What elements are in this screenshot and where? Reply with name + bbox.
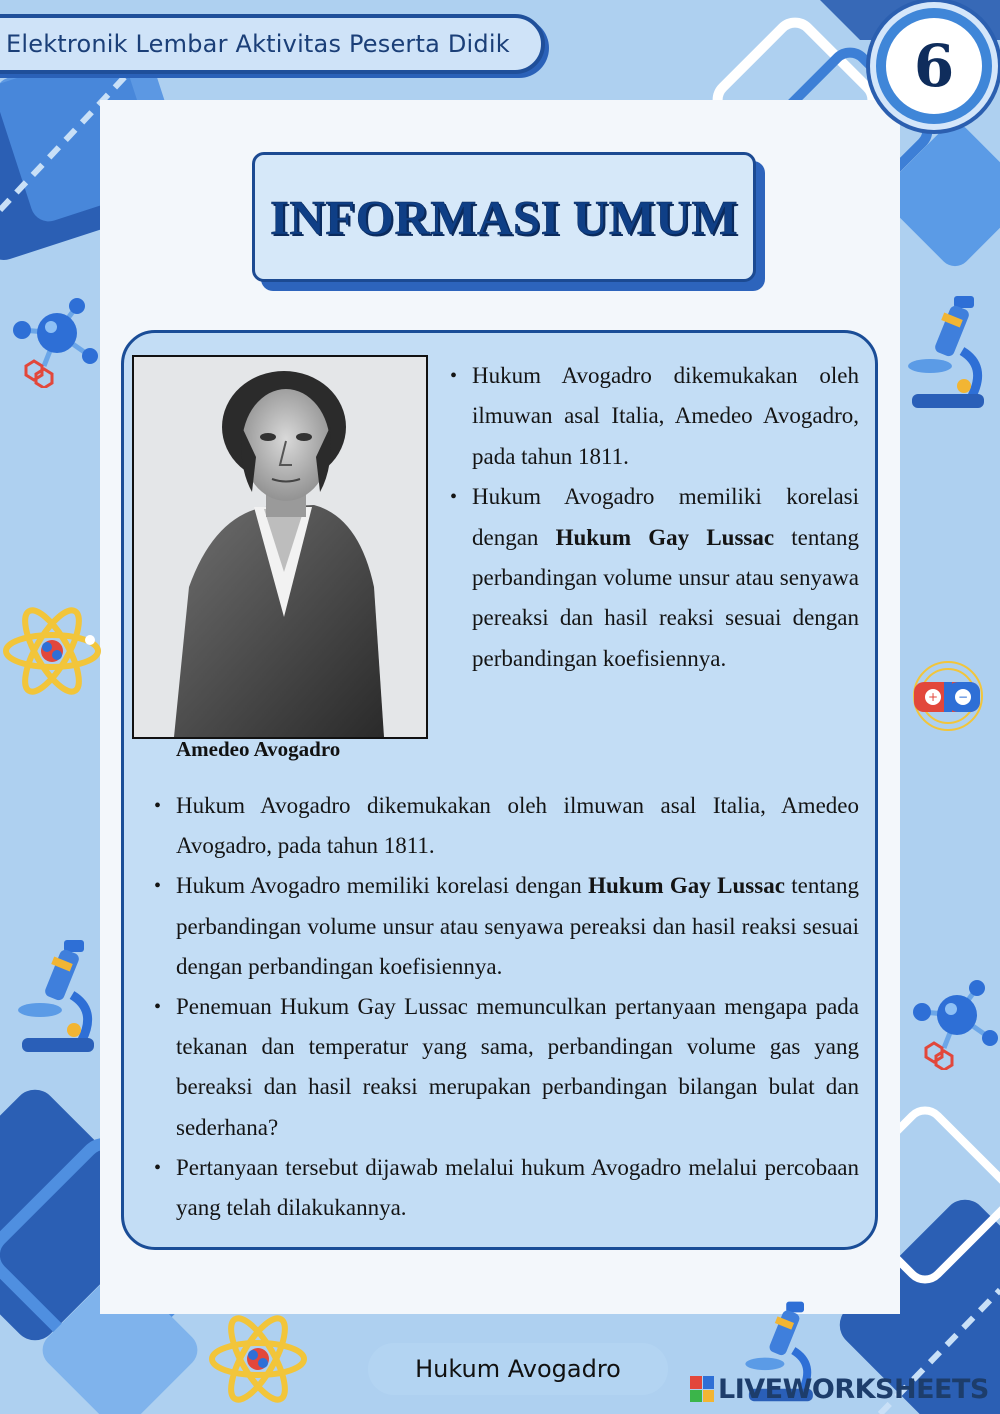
molecule-icon — [2, 288, 102, 388]
page-number-badge — [876, 8, 992, 124]
top-bullet-list — [446, 356, 859, 679]
header-banner — [0, 14, 545, 74]
portrait-image — [132, 355, 428, 739]
list-item: • Hukum Avogadro dikemukakan oleh ilmuwan asal Italia, Amedeo Avogadro, pada tahun 1811. — [150, 786, 859, 866]
list-item: • Pertanyaan tersebut dijawab melalui hukum Avogadro melalui percobaan yang telah dilakukannya. — [150, 1148, 859, 1228]
bold-term: Hukum Gay Lussac — [555, 524, 775, 550]
svg-text:+: + — [927, 690, 939, 704]
footer-label: Hukum Avogadro — [415, 1355, 621, 1383]
section-title: INFORMASI UMUM — [269, 189, 739, 245]
battery-icon — [908, 656, 988, 736]
watermark-text: LIVEWORKSHEETS — [718, 1373, 989, 1405]
page-number: 6 — [913, 32, 955, 100]
list-item: • Penemuan Hukum Gay Lussac memunculkan pertanyaan mengapa pada tekanan dan temperatur yang sama, perbandingan volume gas yang bereaksi dan hasil reaksi merupakan perbandingan bilangan bulat dan sederhana? — [150, 987, 859, 1148]
header-title: Elektronik Lembar Aktivitas Peserta Didik — [6, 30, 510, 58]
microscope-icon — [12, 940, 102, 1060]
list-item: • Hukum Avogadro dikemukakan oleh ilmuwan asal Italia, Amedeo Avogadro, pada tahun 1811. — [446, 356, 859, 477]
portrait-illustration — [134, 357, 426, 737]
section-title-box — [252, 152, 756, 282]
list-item: • Hukum Avogadro memiliki korelasi dengan Hukum Gay Lussac tentang perbandingan volume unsur atau senyawa pereaksi dan hasil reaksi sesuai dengan perbandingan koefisiennya. — [446, 477, 859, 679]
microscope-icon — [902, 296, 992, 416]
footer-label-pill — [368, 1343, 668, 1395]
svg-text:−: − — [957, 690, 969, 704]
portrait-caption: Amedeo Avogadro — [176, 737, 341, 761]
liveworksheets-logo-icon — [690, 1376, 714, 1402]
list-item: • Hukum Avogadro memiliki korelasi dengan Hukum Gay Lussac tentang perbandingan volume unsur atau senyawa pereaksi dan hasil reaksi sesuai dengan perbandingan koefisiennya. — [150, 866, 859, 987]
atom-icon — [2, 596, 102, 706]
liveworksheets-watermark[interactable] — [690, 1372, 989, 1406]
bold-term: Hukum Gay Lussac — [588, 873, 785, 899]
atom-icon — [208, 1304, 308, 1414]
molecule-icon — [902, 970, 1000, 1070]
bottom-bullet-list — [150, 786, 859, 1228]
